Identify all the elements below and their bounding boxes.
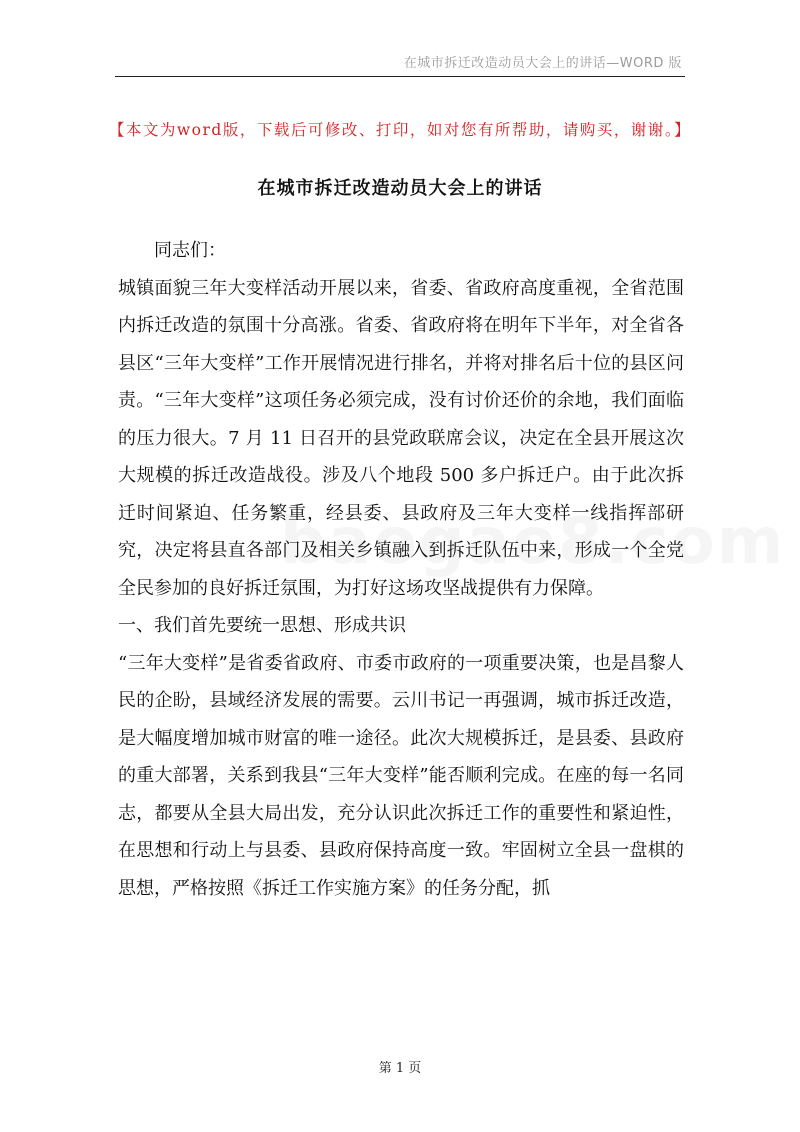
paragraph-intro: 城镇面貌三年大变样活动开展以来，省委、省政府高度重视，全省范围内拆迁改造的氛围十分高涨。省委、省政府将在明年下半年，对全省各县区“三年大变样”工作开展情况进行排名，并将对排名后十位的县区问责。“三年大变样”这项任务必须完成，没有讨价还价的余地，我们面临的压力很大。7 月 11 日召开的县党政联席会议，决定在全县开展这次大规模的拆迁改造战役。涉及八个地段 500 多户拆迁户。由于此次拆迁时间紧迫、任务繁重，经县委、县政府及三年大变样一线指挥部研究，决定将县直各部门及相关乡镇融入到拆迁队伍中来，形成一个全党全民参加的良好拆迁氛围，为打好这场攻坚战提供有力保障。: [118, 277, 684, 599]
section-heading-1: 一、我们首先要统一思想、形成共识: [118, 615, 406, 636]
running-header: 在城市拆迁改造动员大会上的讲话—WORD 版: [403, 56, 682, 71]
greeting: 同志们：: [154, 240, 226, 261]
document-title: 在城市拆迁改造动员大会上的讲话: [257, 178, 543, 199]
document-body: [118, 232, 684, 907]
purchase-notice: 【本文为word版，下载后可修改、打印，如对您有所帮助，请购买，谢谢。】: [108, 121, 692, 139]
paragraph-section-1: “三年大变样”是省委省政府、市委市政府的一项重要决策，也是昌黎人民的企盼，县域经济发展的需要。云川书记一再强调，城市拆迁改造，是大幅度增加城市财富的唯一途径。此次大规模拆迁，是县委、县政府的重大部署，关系到我县“三年大变样”能否顺利完成。在座的每一名同志，都要从全县大局出发，充分认识此次拆迁工作的重要性和紧迫性，在思想和行动上与县委、县政府保持高度一致。牢固树立全县一盘棋的思想，严格按照《拆迁工作实施方案》的任务分配，抓: [118, 652, 684, 899]
header-divider: [115, 76, 685, 77]
page-number: 第 1 页: [378, 1061, 422, 1076]
